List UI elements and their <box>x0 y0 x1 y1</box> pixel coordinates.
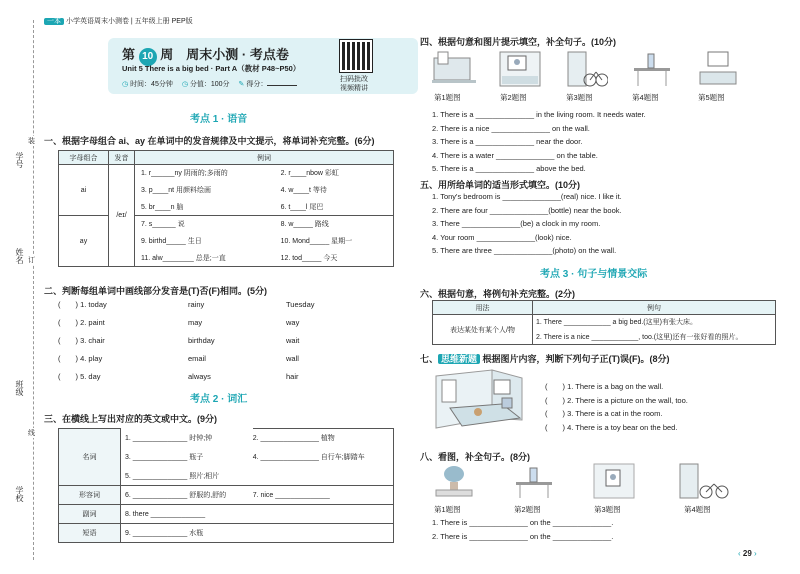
label-student-id: 学号 <box>15 152 24 168</box>
q8-pic-label-4: 第4题图 <box>684 505 711 514</box>
q8-pictures <box>432 462 772 514</box>
q2-list <box>58 298 358 388</box>
label-name: 姓名 <box>15 248 24 264</box>
q8-row: 1. There is ______________ on the ______________. <box>432 518 614 527</box>
q4-pic-1 <box>432 50 476 90</box>
q3-table <box>58 428 394 543</box>
margin-dashed-line <box>33 20 34 560</box>
q2-row: ( ) 1. today rainy Tuesday <box>58 300 315 309</box>
q1-header-words: 例词 <box>135 151 394 165</box>
q5-row: 1. Tony's bedroom is ______________(real) nice. I like it. <box>432 192 622 201</box>
q4-row: 1. There is a ______________ in the living room. It needs water. <box>432 110 646 119</box>
q8-pic-label-3: 第3题图 <box>594 505 621 514</box>
q1-title: 一、根据字母组合 ai、ay 在单词中的发音规律及中文提示，将单词补充完整。(6分) <box>44 136 375 146</box>
unit-title: Unit 5 There is a big bed · Part A（教材 P48~P50） <box>122 64 301 73</box>
title-banner <box>108 38 418 94</box>
q8-row: 2. There is ______________ on the ______________. <box>432 531 614 541</box>
q8-title: 八、看图，补全句子。(8分) <box>420 452 531 462</box>
q4-title: 四、根据句意和图片提示填空，补全句子。(10分) <box>420 37 617 47</box>
q5-row: 2. There are four ______________(bottle) near the book. <box>432 205 622 215</box>
page-title: 第 10 周 周末小测 · 考点卷 <box>122 44 289 66</box>
score-icon: ◷ <box>181 81 188 88</box>
q2-row: ( ) 4. play email wall <box>58 354 299 363</box>
q3-item-3: 3. ______________ 瓶子 <box>125 454 204 461</box>
week-number: 10 <box>139 48 157 66</box>
q1-word-4: 4. w____t 等待 <box>281 182 394 199</box>
mark-ding: 订 <box>28 257 35 264</box>
q1-word-5: 5. br____n 脑 <box>135 199 281 216</box>
q2-row: ( ) 2. paint may way <box>58 318 300 327</box>
q3-item-4: 4. _______________ 自行车;脚踏车 <box>253 448 394 467</box>
q3-title: 三、在横线上写出对应的英文或中文。(9分) <box>44 414 218 424</box>
q3-item-7: 7. nice ______________ <box>253 486 394 505</box>
section-kaodian-3: 考点 3 · 句子与情景交际 <box>540 269 648 280</box>
q4-row: 2. There is a nice ______________ on the wall. <box>432 123 590 133</box>
q8-pic-4 <box>676 462 736 500</box>
q1-word-10: 10. Mond_____ 星期一 <box>281 233 394 250</box>
q1-word-6: 6. t____l 尾巴 <box>281 199 394 216</box>
q1-word-12: 12. tod_____ 今天 <box>281 250 394 267</box>
q1-word-9: 9. birthd_____ 生日 <box>141 238 202 245</box>
q1-word-8: 8. w_____ 路线 <box>281 216 394 233</box>
q3-item-2: 2. _______________ 植物 <box>253 429 394 448</box>
q4-pic-5 <box>696 50 740 90</box>
q5-row: 5. There are three ______________(photo) on the wall. <box>432 246 617 255</box>
qr-caption-1: 扫码批改 <box>340 76 368 83</box>
q5-row: 3. There ______________(be) a clock in my room. <box>432 219 601 228</box>
label-class: 班级 <box>15 380 24 396</box>
q1-word-3: 3. p____nt 用颜料绘画 <box>141 187 212 194</box>
q5-title: 五、用所给单词的适当形式填空。(10分) <box>420 180 581 190</box>
q3-item-9: 9. ______________ 水瓶 <box>121 524 394 543</box>
q7-row: ( ) 2. There is a picture on the wall, too. <box>545 395 688 405</box>
q4-pic-2 <box>498 50 542 90</box>
chevron-left-icon: ‹ <box>738 549 741 558</box>
q6-use: 表达某处有某个人/物 <box>433 315 533 345</box>
q1-table <box>58 150 394 267</box>
section-kaodian-2: 考点 2 · 词汇 <box>190 394 248 405</box>
pen-icon: ✎ <box>238 81 245 88</box>
q7-list <box>545 380 688 434</box>
q3-item-6: 6. ______________ 舒服的,舒的 <box>121 486 253 505</box>
q1-ipa: /eɪ/ <box>109 165 135 267</box>
clock-icon: ◷ <box>122 81 129 88</box>
q4-row: 5. There is a ______________ above the bed. <box>432 164 586 173</box>
q8-pic-label-1: 第1题图 <box>434 505 461 514</box>
q1-word-1: 1. r______ny 阴雨的;多雨的 <box>141 170 228 178</box>
q2-row: ( ) 5. day always hair <box>58 372 299 381</box>
q4-pic-label-1: 第1题图 <box>434 93 461 102</box>
brand-badge: 一本 <box>44 18 64 25</box>
q4-pic-label-2: 第2题图 <box>500 93 527 102</box>
q6-example-2: 2. There is a nice ____________, too.(这里)还有一张好看的照片。 <box>533 330 776 345</box>
q3-item-1: 1. ______________ 时钟;钟 <box>125 435 213 442</box>
q4-pic-label-3: 第3题图 <box>566 93 593 102</box>
q8-pic-3 <box>592 462 636 500</box>
q3-label-phrase: 短语 <box>59 524 121 543</box>
series-name: 小学英语周末小测卷 <box>65 18 129 25</box>
series-header: 一本 小学英语周末小测卷 | 五年级上册 PEP版 <box>44 16 193 26</box>
q1-word-2: 2. r____nbow 彩虹 <box>281 165 394 182</box>
chevron-right-icon: › <box>754 549 757 558</box>
q1-header-combo: 字母组合 <box>59 151 109 165</box>
mark-xian: 线 <box>28 430 35 437</box>
q6-title: 六、根据句意，将例句补充完整。(2分) <box>420 289 576 299</box>
q1-word-7: 7. s______ 说 <box>141 221 185 229</box>
q4-pic-3 <box>564 50 608 90</box>
q7-row: ( ) 4. There is a toy bear on the bed. <box>545 422 678 432</box>
q4-pic-label-5: 第5题图 <box>698 93 725 102</box>
q7-room-picture <box>432 368 524 438</box>
q2-title: 二、判断每组单词中画线部分发音是(T)否(F)相同。(5分) <box>44 286 267 296</box>
q7-row: ( ) 1. There is a bag on the wall. <box>545 382 664 391</box>
binding-margin <box>0 0 42 574</box>
q6-table <box>432 300 776 345</box>
q4-pictures <box>432 50 772 106</box>
q4-pic-4 <box>630 50 674 90</box>
meta-row: ◷ 时间：45分钟 ◷ 分值：100分 ✎ 得分： <box>122 78 297 89</box>
q8-pic-1 <box>432 462 476 500</box>
q1-header-sound: 发音 <box>109 151 135 165</box>
q2-row: ( ) 3. chair birthday wait <box>58 336 300 345</box>
section-kaodian-1: 考点 1 · 语音 <box>190 114 248 125</box>
q4-row: 4. There is a water ______________ on the table. <box>432 150 598 160</box>
qr-caption-2: 视频精讲 <box>340 85 368 92</box>
label-school: 学校 <box>15 486 24 502</box>
q8-pic-2 <box>512 462 556 500</box>
grade-name: 五年级上册 PEP版 <box>134 18 193 25</box>
q5-row: 4. Your room ______________(look) nice. <box>432 232 572 242</box>
q5-list <box>432 190 622 258</box>
q7-row: ( ) 3. There is a cat in the room. <box>545 409 663 418</box>
q4-list <box>432 108 646 176</box>
thinking-tag: 思维新题 <box>438 354 480 364</box>
page-number-group <box>738 549 757 558</box>
q3-item-8: 8. there ______________ <box>121 505 394 524</box>
q3-empty-cell <box>253 467 394 486</box>
q3-label-noun: 名词 <box>59 429 121 486</box>
q3-label-adj: 形容词 <box>59 486 121 505</box>
q1-combo-ai: ai <box>59 165 109 216</box>
qr-code <box>340 40 372 72</box>
q7-title: 七、 思维新题 根据图片内容，判断下列句子正(T)误(F)。(8分) <box>420 354 670 364</box>
q3-label-adv: 副词 <box>59 505 121 524</box>
q1-combo-ay: ay <box>59 216 109 267</box>
q6-example-1: 1. There ____________ a big bed.(这里)有张大床。 <box>533 315 776 330</box>
q6-header-use: 用法 <box>433 301 533 315</box>
q4-row: 3. There is a ______________ near the door. <box>432 137 583 146</box>
q3-item-5: 5. ______________ 照片;相片 <box>121 467 253 486</box>
mark-zhuang: 装 <box>28 138 35 145</box>
q1-word-11: 11. alw________ 总是;一直 <box>135 250 281 267</box>
q8-pic-label-2: 第2题图 <box>514 505 541 514</box>
q4-pic-label-4: 第4题图 <box>632 93 659 102</box>
q6-header-ex: 例句 <box>533 301 776 315</box>
q8-list <box>432 516 613 543</box>
page-number: 29 <box>742 549 752 558</box>
